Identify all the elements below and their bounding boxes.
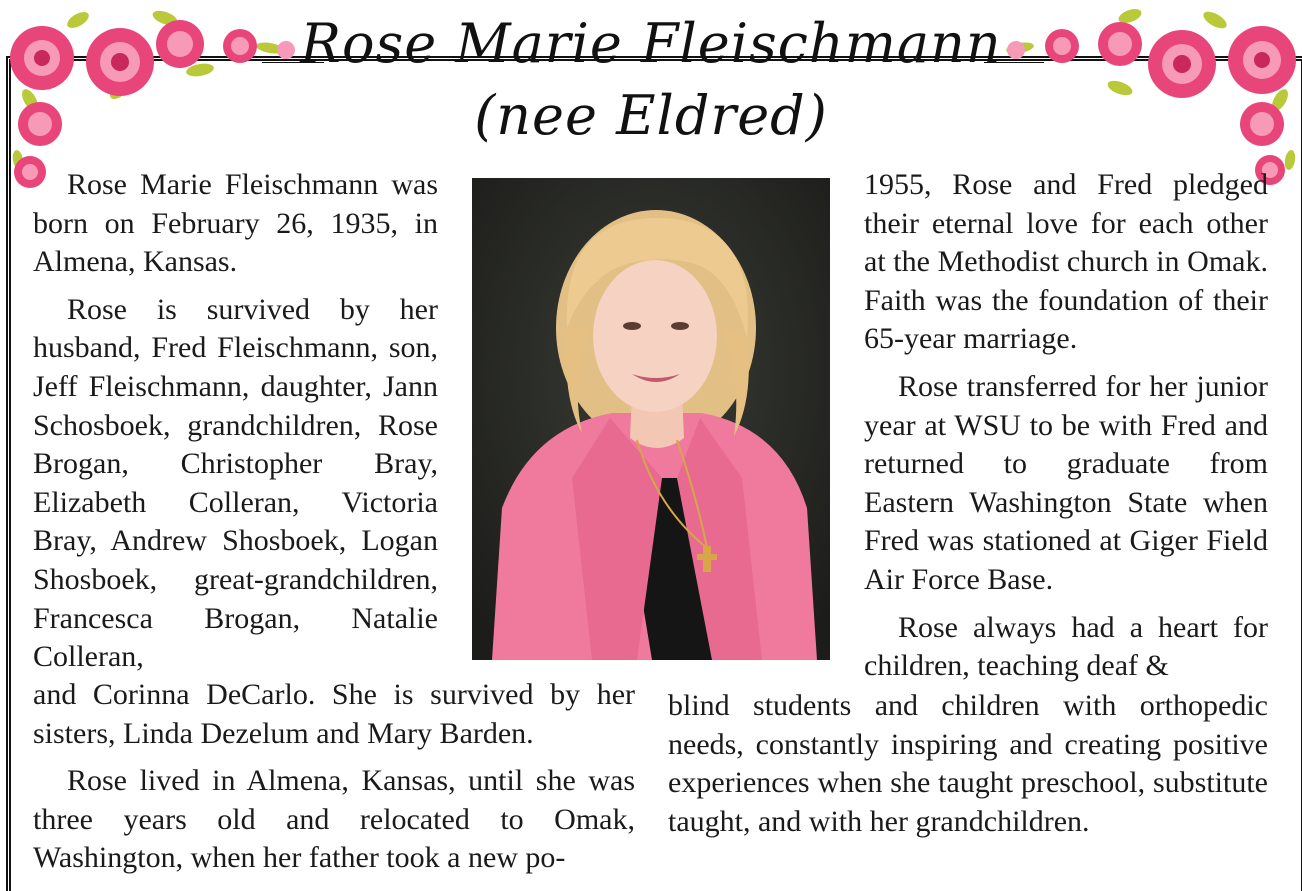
- obituary-subtitle: (nee Eldred): [474, 84, 828, 147]
- portrait-illustration: [472, 178, 830, 660]
- left-column-text: [33, 166, 438, 677]
- lower-right-column-text: [668, 687, 1268, 841]
- paragraph-education: Rose transferred for her junior year at WSU to be with Fred and returned to graduate from Eastern Washington State when Fred was stationed at Giger Field Air Force Base.: [864, 369, 1268, 596]
- obituary-title: Rose Marie Fleischmann: [300, 12, 1002, 75]
- portrait-photo: [472, 178, 830, 660]
- paragraph-survived-by: Rose is survived by her husband, Fred Fleischmann, son, Jeff Fleischmann, daughter, Jann Schosboek, grandchildren, Rose Brogan, Christopher Bray, Elizabeth Colleran, Victoria Bray, Andrew Shosboek, Logan Shosboek, great-grandchildren, Francesca Brogan, Natalie Colleran,: [33, 292, 438, 674]
- lower-left-column-text: [33, 676, 635, 878]
- paragraph-marriage: 1955, Rose and Fred pledged their eternal love for each other at the Methodist church in Omak. Faith was the foundation of their 65-year marriage.: [864, 168, 1268, 356]
- paragraph-children-continued: blind students and children with orthopedic needs, constantly inspiring and creating positive experiences when she taught preschool, substitute taught, and with her grandchildren.: [668, 689, 1268, 838]
- paragraph-children-start: Rose always had a heart for children, teaching deaf &: [864, 610, 1268, 683]
- paragraph-early-life: Rose lived in Almena, Kansas, until she was three years old and relocated to Omak, Washington, when her father took a new po-: [33, 764, 635, 875]
- paragraph-survived-by-continued: and Corinna DeCarlo. She is survived by her sisters, Linda Dezelum and Mary Barden.: [33, 678, 635, 750]
- right-column-text: [864, 166, 1268, 686]
- paragraph-birth: Rose Marie Fleischmann was born on February 26, 1935, in Almena, Kansas.: [33, 168, 438, 279]
